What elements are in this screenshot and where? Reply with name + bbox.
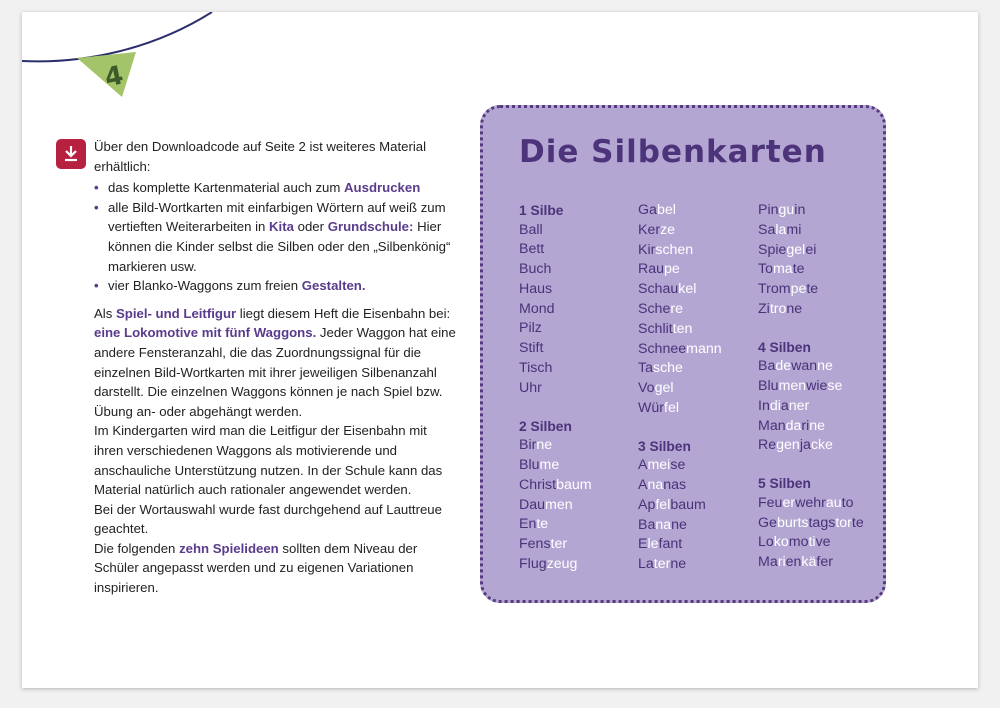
syllable: in [794, 202, 806, 218]
word [638, 260, 750, 280]
syllable: la [775, 221, 787, 238]
word [758, 533, 870, 553]
syllable: Sche [638, 300, 671, 317]
word [519, 300, 631, 320]
syllable: burts [776, 514, 809, 531]
list-item: • das komplette Kartenmaterial auch zum Ausdrucken [94, 178, 459, 198]
syllable: mei [647, 457, 671, 474]
syllable: Lo [758, 534, 774, 551]
syllable: Ball [519, 221, 543, 238]
syllable: Fens [519, 536, 551, 553]
syllable: Ma [758, 554, 778, 571]
syllable: A [638, 457, 648, 474]
word [519, 221, 631, 241]
syllable: Schau [638, 281, 679, 298]
word [758, 280, 870, 300]
word [519, 535, 631, 555]
syllable-group-heading: 5 Silben [758, 476, 811, 492]
syllable: ne [817, 358, 833, 375]
syllable: schen [655, 241, 694, 258]
syllable: kel [678, 281, 697, 298]
syllable: ri [801, 417, 810, 434]
syllable: gen [776, 437, 800, 454]
syllable: Ba [638, 516, 656, 533]
syllable: le [647, 536, 659, 553]
syllable: fer [816, 554, 833, 571]
syllable: ne [809, 417, 826, 434]
syllable: Ap [638, 496, 656, 513]
syllable: ti [808, 534, 816, 551]
syllable: fel [655, 496, 671, 513]
word [758, 553, 870, 573]
paragraph-spielideen: Die folgenden zehn Spielideen sollten dem Niveau der Schüler angepasst werden und zu eigenen Variationen inspirieren. [94, 540, 418, 596]
list-item: • vier Blanko-Waggons zum freien Gestalten. [94, 276, 459, 296]
word [638, 320, 750, 340]
syllable: mann [686, 340, 722, 357]
syllable: to [841, 494, 854, 511]
word [519, 436, 631, 456]
syllable: Vo [638, 380, 655, 397]
syllable: En [519, 516, 537, 533]
word [519, 240, 631, 260]
word-column [758, 201, 870, 591]
syllable: Ker [638, 221, 661, 238]
syllable: Christ [519, 476, 557, 493]
word [758, 397, 870, 417]
word [758, 377, 870, 397]
book-page [22, 12, 978, 688]
syllable: In [758, 397, 770, 414]
syllable: te [851, 514, 864, 531]
syllable: Tisch [519, 360, 553, 377]
syllable: te [792, 261, 805, 278]
word-group [519, 201, 631, 399]
pennant-garland [22, 12, 262, 107]
syllable: bel [656, 202, 676, 218]
syllable: de [775, 358, 792, 375]
word [758, 221, 870, 241]
syllable-group-heading: 3 Silben [638, 438, 691, 454]
syllable: ter [550, 536, 568, 553]
syllable: Dau [519, 496, 546, 513]
word [638, 201, 750, 221]
syllable: te [806, 281, 819, 298]
syllable: Pilz [519, 320, 542, 337]
word [758, 201, 870, 221]
word [519, 280, 631, 300]
word-group [758, 338, 870, 456]
word-group [758, 201, 870, 320]
syllable: mo [788, 534, 809, 551]
word [758, 300, 870, 320]
syllable: au [825, 494, 842, 511]
word [519, 339, 631, 359]
word [638, 379, 750, 399]
syllable: La [638, 556, 654, 573]
word-group [519, 417, 631, 575]
word [519, 379, 631, 399]
syllable: pe [664, 261, 680, 278]
syllable: Blu [519, 456, 540, 473]
word [638, 340, 750, 360]
word [758, 514, 870, 534]
paragraph-wortauswahl: Bei der Wortauswahl wurde fast durchgehend auf Lauttreue geachtet. [94, 501, 442, 537]
syllable: er [782, 494, 796, 511]
syllable: en [785, 554, 802, 571]
syllable: Schnee [638, 340, 687, 357]
syllable: Haus [519, 280, 553, 297]
syllable: Re [758, 437, 777, 454]
syllable: wehr [795, 494, 826, 511]
syllable: Trom [758, 281, 791, 298]
syllable: se [670, 457, 686, 474]
paragraph-leitfigur: Als Spiel- und Leitfigur liegt diesem Heft die Eisenbahn bei: eine Lokomotive mit fünf Waggons. Jeder Waggon hat eine andere Fensteranzahl, die das Zuordnungssignal für die einzelnen Bild-Wortkarten mit ihrer jeweiligen Silbenanzahl darstellt. Die einzelnen Waggons können je nach Spiel bzw. Übung an- oder abgehängt werden. [94, 305, 456, 419]
word [758, 241, 870, 261]
syllable: Sa [758, 221, 776, 238]
download-note: Über den Downloadcode auf Seite 2 ist weiteres Material erhältlich: [94, 139, 427, 174]
syllable: To [758, 261, 773, 278]
word [638, 535, 750, 555]
syllable: ne [536, 437, 553, 454]
syllable: E [638, 536, 648, 553]
word-column [519, 201, 631, 593]
material-list [94, 178, 459, 296]
syllable: tor [835, 514, 852, 531]
syllable: me [539, 456, 560, 473]
syllable: Stift [519, 340, 544, 357]
word [519, 359, 631, 379]
syllable: kä [801, 554, 817, 571]
syllable: Uhr [519, 379, 542, 396]
syllable: gel [786, 241, 806, 258]
word [638, 496, 750, 516]
syllable: ner [788, 397, 810, 414]
syllable: nas [663, 477, 687, 494]
syllable: baum [556, 476, 592, 493]
syllable: zeug [546, 555, 578, 572]
word [519, 456, 631, 476]
syllable: fel [664, 399, 679, 416]
silbenkarten-card [480, 105, 886, 603]
word [758, 260, 870, 280]
syllable: wie [806, 378, 828, 395]
word [519, 260, 631, 280]
syllable: ja [799, 437, 811, 454]
syllable: Blu [758, 378, 779, 395]
syllable: Ba [758, 358, 776, 375]
word [758, 436, 870, 456]
syllable-group-heading: 1 Silbe [519, 203, 564, 218]
word-group [638, 437, 750, 575]
word [638, 221, 750, 241]
syllable: Ga [638, 202, 657, 218]
syllable: gel [654, 380, 674, 397]
syllable: Ge [758, 514, 777, 531]
word [758, 417, 870, 437]
syllable: Mond [519, 300, 555, 317]
word [638, 516, 750, 536]
syllable: A [638, 477, 648, 494]
word [519, 319, 631, 339]
syllable-group-heading: 4 Silben [758, 339, 811, 355]
syllable: Bir [519, 437, 537, 454]
syllable: sche [652, 360, 683, 377]
syllable: Ta [638, 360, 653, 377]
syllable: a [780, 397, 789, 414]
syllable: se [827, 378, 843, 395]
word-group [758, 474, 870, 573]
syllable: ri [777, 554, 786, 571]
syllable: mi [786, 221, 802, 238]
syllable: ne [671, 516, 687, 533]
word [638, 555, 750, 575]
syllable: Flug [519, 555, 547, 572]
card-title: Die Silbenkarten [519, 134, 827, 170]
syllable: te [536, 516, 549, 533]
paragraph-kindergarten: Im Kindergarten wird man die Leitfigur der Eisenbahn mit ihren verschiedenen Waggons als motivierende und anschauliche Unterstützung nutzen. In der Schule kann das Material natürlich auch rationaler angewendet werden. [94, 423, 443, 498]
word [638, 476, 750, 496]
syllable: Wür [638, 399, 665, 416]
word [519, 555, 631, 575]
word [638, 456, 750, 476]
syllable: na [647, 477, 664, 494]
syllable: ze [660, 221, 676, 238]
download-icon [56, 139, 86, 169]
syllable: men [545, 496, 573, 513]
syllable: ei [805, 241, 817, 258]
syllable: ne [786, 300, 803, 317]
syllable: ve [815, 534, 831, 551]
syllable: Rau [638, 261, 665, 278]
syllable: ter [653, 556, 671, 573]
syllable: ten [672, 320, 693, 337]
word [638, 399, 750, 419]
syllable: Schlit [638, 320, 673, 337]
word [638, 241, 750, 261]
syllable: cke [810, 437, 833, 454]
page-number: 4 [102, 60, 126, 94]
syllable: Man [758, 417, 786, 434]
syllable: pe [790, 281, 807, 298]
syllable: Buch [519, 261, 552, 278]
syllable: tro [769, 300, 787, 317]
word [519, 496, 631, 516]
word [519, 515, 631, 535]
syllable: gu [778, 202, 795, 218]
syllable: Kir [638, 241, 656, 258]
word [519, 476, 631, 496]
syllable: ko [773, 534, 789, 551]
syllable: Pin [758, 202, 779, 218]
syllable: Feu [758, 494, 783, 511]
word [638, 280, 750, 300]
syllable: di [769, 397, 781, 414]
syllable: ne [670, 556, 687, 573]
syllable: tags [808, 514, 836, 531]
syllable: wan [791, 358, 818, 375]
word-column [638, 201, 750, 593]
word-group [638, 201, 750, 419]
syllable: da [785, 417, 802, 434]
syllable: Zi [758, 300, 770, 317]
syllable: fant [658, 536, 683, 553]
word [638, 359, 750, 379]
syllable: Bett [519, 241, 545, 258]
syllable: baum [670, 496, 706, 513]
intro-text [94, 137, 459, 598]
syllable: men [778, 378, 807, 395]
syllable: na [655, 516, 672, 533]
syllable: re [670, 300, 683, 317]
syllable: Spie [758, 241, 787, 258]
list-item: • alle Bild-Wortkarten mit einfarbigen Wörtern auf weiß zum vertieften Weiterarbeiten in Kita oder Grundschule: Hier können die Kinder selbst die Silben oder den „Silbenkönig“ markieren usw. [94, 198, 459, 276]
syllable: ma [772, 261, 793, 278]
word [638, 300, 750, 320]
syllable-group-heading: 2 Silben [519, 418, 572, 434]
word [758, 494, 870, 514]
word [758, 357, 870, 377]
